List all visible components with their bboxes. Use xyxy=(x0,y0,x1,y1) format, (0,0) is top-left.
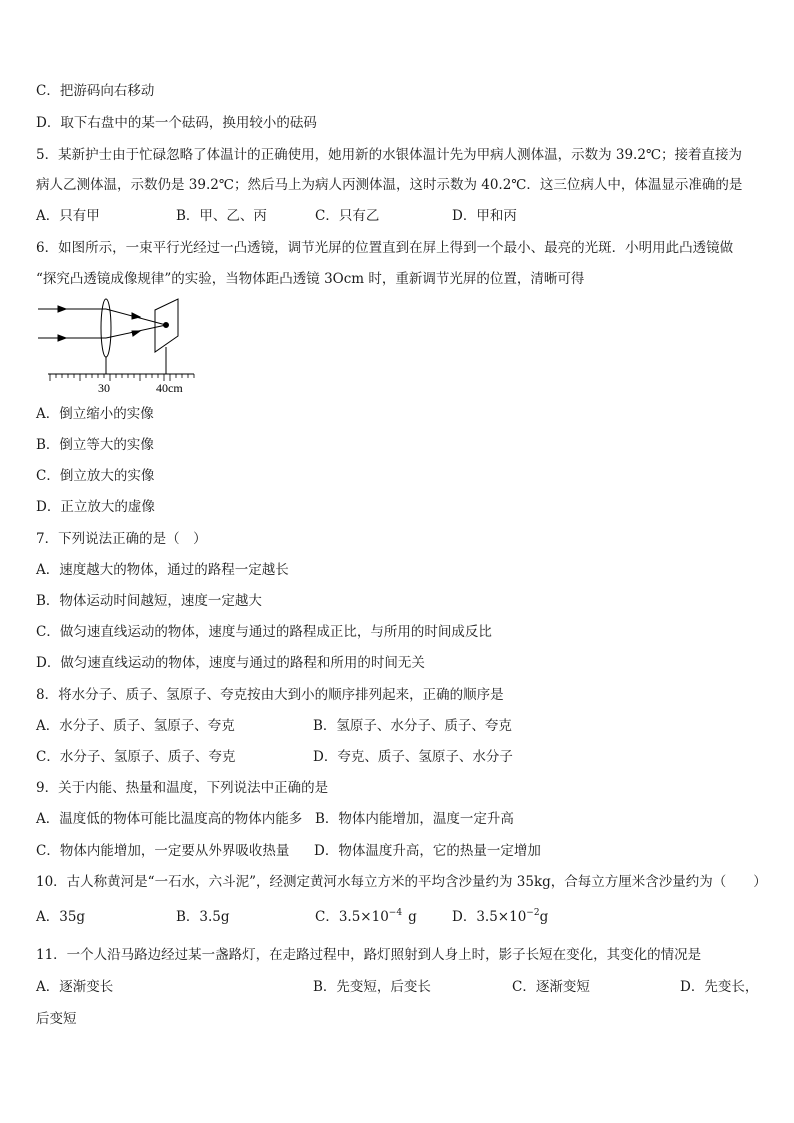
q9-option-d: D．物体温度升高，它的热量一定增加 xyxy=(314,843,541,859)
q4-option-c: C．把游码向右移动 xyxy=(36,83,155,99)
q9-option-a: A．温度低的物体可能比温度高的物体内能多 xyxy=(36,811,303,827)
lens-diagram xyxy=(36,298,196,398)
q9-option-c: C．物体内能增加，一定要从外界吸收热量 xyxy=(36,843,290,859)
q11-option-d: D．先变长， xyxy=(680,979,759,995)
q8-option-c: C．水分子、氢原子、质子、夸克 xyxy=(36,749,236,765)
q5-option-d: D．甲和丙 xyxy=(452,208,517,224)
q9-stem: 9．关于内能、热量和温度，下列说法中正确的是 xyxy=(36,780,329,796)
q5-stem-line1: 5．某新护士由于忙碌忽略了体温计的正确使用，她用新的水银体温计先为甲病人测体温，示数为 39.2℃；接着直接为 xyxy=(36,147,743,163)
q11-option-a: A．逐渐变长 xyxy=(36,979,114,995)
q11-stem: 11．一个人沿马路边经过某一盏路灯，在走路过程中，路灯照射到人身上时，影子长短在变化，其变化的情况是 xyxy=(36,947,702,963)
q10-option-c: C．$3.5\times 10^{-4}$ g xyxy=(315,908,417,925)
q8-option-d: D．夸克、质子、氢原子、水分子 xyxy=(313,749,513,765)
q5-option-b: B．甲、乙、丙 xyxy=(176,208,267,224)
q5-option-c: C．只有乙 xyxy=(315,208,380,224)
q6-stem-line1: 6．如图所示，一束平行光经过一凸透镜，调节光屏的位置直到在屏上得到一个最小、最亮的光斑．小明用此凸透镜做 xyxy=(36,240,734,256)
q7-option-a: A．速度越大的物体，通过的路程一定越长 xyxy=(36,562,289,578)
q7-option-d: D．做匀速直线运动的物体，速度与通过的路程和所用的时间无关 xyxy=(36,655,425,671)
q6-stem-line2: “探究凸透镜成像规律”的实验，当物体距凸透镜 3Ocm 时，重新调节光屏的位置，清晰可得 xyxy=(36,271,585,287)
q10-stem: 10．古人称黄河是“一石水，六斗泥”，经测定黄河水每立方米的平均含沙量约为 35kg，合每立方厘米含沙量约为（ ） xyxy=(36,874,767,890)
q11-option-c: C．逐渐变短 xyxy=(512,979,590,995)
q11-option-d-continued: 后变短 xyxy=(36,1011,77,1027)
q4-option-d: D．取下右盘中的某一个砝码，换用较小的砝码 xyxy=(36,115,317,131)
q10-option-d: D．$3.5\times 10^{-2}g$ xyxy=(452,908,549,925)
q11-option-b: B．先变短，后变长 xyxy=(313,979,431,995)
q5-option-a: A．只有甲 xyxy=(36,208,100,224)
q8-option-a: A．水分子、质子、氢原子、夸克 xyxy=(36,718,235,734)
q6-option-c: C．倒立放大的实像 xyxy=(36,468,155,484)
q7-option-c: C．做匀速直线运动的物体，速度与通过的路程成正比，与所用的时间成反比 xyxy=(36,624,492,640)
q6-option-a: A．倒立缩小的实像 xyxy=(36,406,154,422)
q7-stem: 7．下列说法正确的是（ ） xyxy=(36,531,207,547)
q7-option-b: B．物体运动时间越短，速度一定越大 xyxy=(36,593,262,609)
ruler-label-30: 30 xyxy=(98,381,110,395)
q10-option-b: B．3.5g xyxy=(176,909,230,925)
q8-stem: 8．将水分子、质子、氢原子、夸克按由大到小的顺序排列起来，正确的顺序是 xyxy=(36,687,504,703)
q6-option-d: D．正立放大的虚像 xyxy=(36,499,155,515)
q9-option-b: B．物体内能增加，温度一定升高 xyxy=(315,811,514,827)
q10-option-a: A．35g xyxy=(36,909,86,925)
q5-stem-line2: 病人乙测体温，示数仍是 39.2℃；然后马上为病人丙测体温，这时示数为 40.2℃．这三位病人中，体温显示准确的是 xyxy=(36,177,743,193)
ruler-label-40cm: 40cm xyxy=(156,381,183,395)
q6-option-b: B．倒立等大的实像 xyxy=(36,437,154,453)
q8-option-b: B．氢原子、水分子、质子、夸克 xyxy=(313,718,512,734)
